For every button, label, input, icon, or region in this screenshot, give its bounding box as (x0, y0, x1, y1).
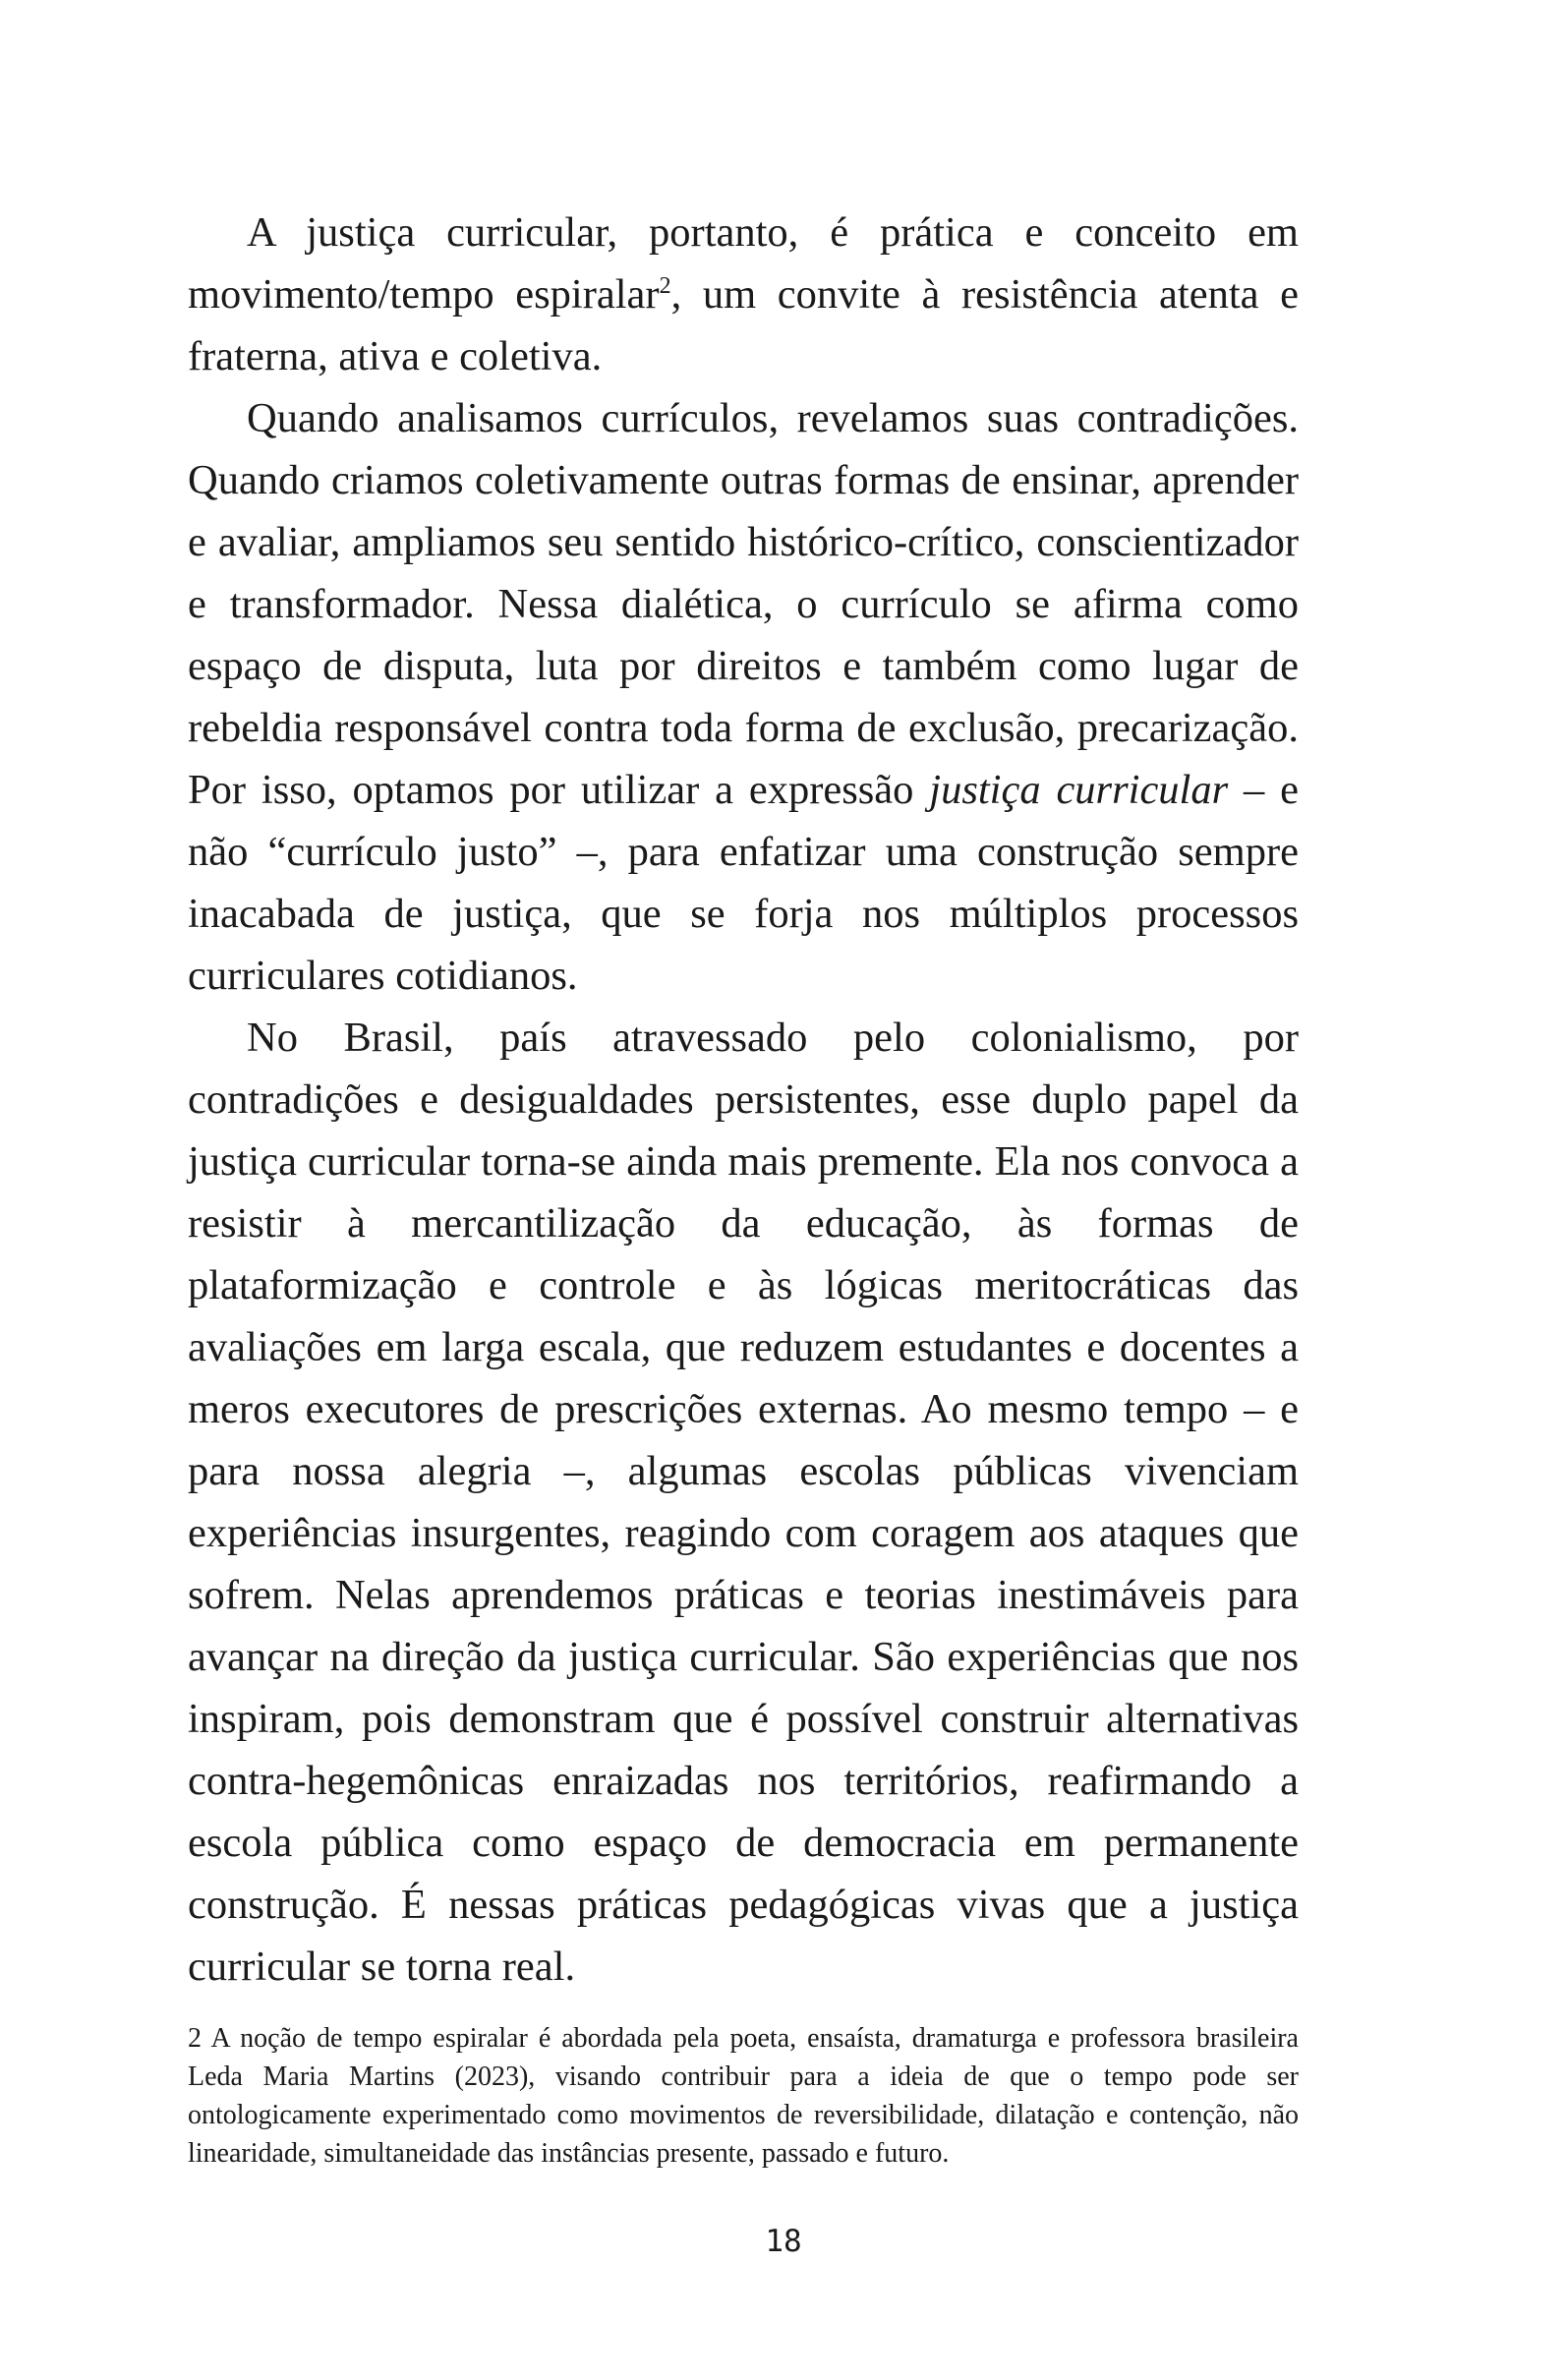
paragraph-3: No Brasil, país atravessado pelo colonialismo, por contradições e desigualdades persistentes, esse duplo papel da justiça curricular torna-se ainda mais premente. Ela nos convoca a resistir à mercantilização da educação, às formas de plataformização e controle e às lógicas meritocráticas das avaliações em larga escala, que reduzem estudantes e docentes a meros executores de prescrições externas. Ao mesmo tempo – e para nossa alegria –, algumas escolas públicas vivenciam experiências insurgentes, reagindo com coragem aos ataques que sofrem. Nelas aprendemos práticas e teorias inestimáveis para avançar na direção da justiça curricular. São experiências que nos inspiram, pois demonstram que é possível construir alternativas contra-hegemônicas enraizadas nos territórios, reafirmando a escola pública como espaço de democracia em permanente construção. É nessas práticas pedagógicas vivas que a justiça curricular se torna real. (188, 1015, 1299, 1990)
footnote-text: 2 A noção de tempo espiralar é abordada pela poeta, ensaísta, dramaturga e professora brasileira Leda Maria Martins (2023), visando contribuir para a ideia de que o tempo pode ser ontologicamente experimentado como movimentos de reversibilidade, dilatação e contenção, não linearidade, simultaneidade das instâncias presente, passado e futuro. (188, 2023, 1299, 2169)
footnote-reference: 2 (659, 272, 671, 299)
body-text (188, 202, 1299, 1998)
paragraph-1-text-end: , um convite à resistência atenta e fraterna, ativa e coletiva. (188, 271, 1299, 379)
paragraph-1-text: A justiça curricular, portanto, é prática e conceito em movimento/tempo espiralar (188, 209, 1299, 318)
paragraph-2 (188, 387, 1299, 1007)
italic-term: justiça curricular (929, 767, 1229, 813)
page-number: 18 (765, 2224, 802, 2259)
paragraph-1 (188, 202, 1299, 387)
paragraph-2-text-end: – e não “currículo justo” –, para enfatizar uma construção sempre inacabada de justiça, que se forja nos múltiplos processos curriculares cotidianos. (188, 767, 1299, 999)
footnote (188, 2019, 1299, 2173)
paragraph-2-text: Quando analisamos currículos, revelamos suas contradições. Quando criamos coletivamente outras formas de ensinar, aprender e avaliar, ampliamos seu sentido histórico-crítico, conscientizador e transformador. Nessa dialética, o currículo se afirma como espaço de disputa, luta por direitos e também como lugar de rebeldia responsável contra toda forma de exclusão, precarização. Por isso, optamos por utilizar a expressão (188, 395, 1299, 813)
